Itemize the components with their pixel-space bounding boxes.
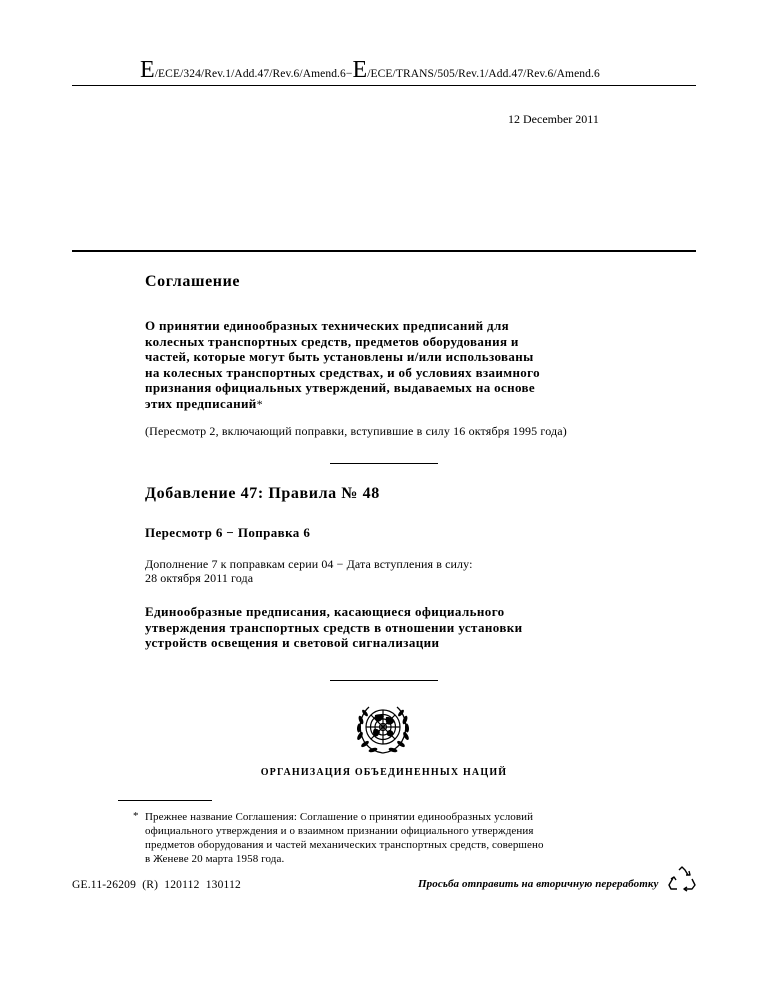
symbol-separator: −: [345, 68, 353, 80]
regulation-line: утверждения транспортных средств в отношении установки: [145, 619, 523, 635]
supplement-line: Дополнение 7 к поправкам серии 04 − Дата вступления в силу:: [145, 557, 473, 571]
footnote-line: официального утверждения и о взаимном признании официального утверждения: [145, 825, 534, 837]
agreement-line: на колесных транспортных средствах, и об условиях взаимного: [145, 364, 540, 380]
agreement-line: колесных транспортных средств, предметов оборудования и: [145, 333, 519, 349]
header-divider: [72, 85, 696, 86]
footnote-reference[interactable]: *: [256, 396, 263, 411]
symbol-letter-2: E: [352, 57, 368, 83]
symbol-code-1: /ECE/324/Rev.1/Add.47/Rev.6/Amend.6: [154, 68, 346, 80]
footnote-line: предметов оборудования и частей механических транспортных средств, совершено: [145, 839, 544, 851]
footnote-marker: *: [133, 810, 139, 822]
section-divider: [330, 680, 438, 681]
regulation-line: устройств освещения и световой сигнализации: [145, 635, 440, 650]
agreement-line: О принятии единообразных технических предписаний для: [145, 318, 509, 333]
agreement-subtitle: [145, 318, 645, 412]
job-number: GE.11-26209 (R) 120112 130112: [72, 879, 241, 891]
un-emblem-icon: [338, 700, 428, 758]
agreement-line-last: [145, 396, 645, 413]
supplement-note: [145, 557, 565, 585]
revision-note: (Пересмотр 2, включающий поправки, вступившие в силу 16 октября 1995 года): [145, 424, 567, 438]
agreement-line: этих предписаний: [145, 395, 257, 411]
addendum-title: Добавление 47: Правила № 48: [145, 485, 380, 502]
organization-name: ОРГАНИЗАЦИЯ ОБЪЕДИНЕННЫХ НАЦИЙ: [260, 767, 508, 778]
recycle-note: Просьба отправить на вторичную переработку: [418, 878, 659, 890]
footnote-text: [145, 810, 615, 866]
section-divider: [330, 463, 438, 464]
recycle-icon: [668, 866, 696, 892]
regulation-line: Единообразные предписания, касающиеся официального: [145, 604, 505, 619]
regulation-title: [145, 604, 615, 651]
footnote-divider: [118, 800, 212, 801]
footnote-line: в Женеве 20 марта 1958 года.: [145, 853, 285, 865]
agreement-line: признания официальных утверждений, выдаваемых на основе: [145, 380, 535, 395]
revision-title: Пересмотр 6 − Поправка 6: [145, 525, 311, 540]
document-symbol: [140, 57, 696, 83]
document-date: 12 December 2011: [508, 112, 599, 126]
title-divider: [72, 250, 696, 252]
footnote-line: Прежнее название Соглашения: Соглашение о принятии единообразных условий: [145, 811, 534, 823]
agreement-title: Соглашение: [145, 273, 241, 290]
symbol-letter-1: E: [140, 57, 155, 83]
agreement-line: частей, которые могут быть установлены и/или использованы: [145, 349, 534, 364]
symbol-code-2: /ECE/TRANS/505/Rev.1/Add.47/Rev.6/Amend.6: [367, 68, 600, 80]
supplement-line: 28 октября 2011 года: [145, 571, 254, 585]
